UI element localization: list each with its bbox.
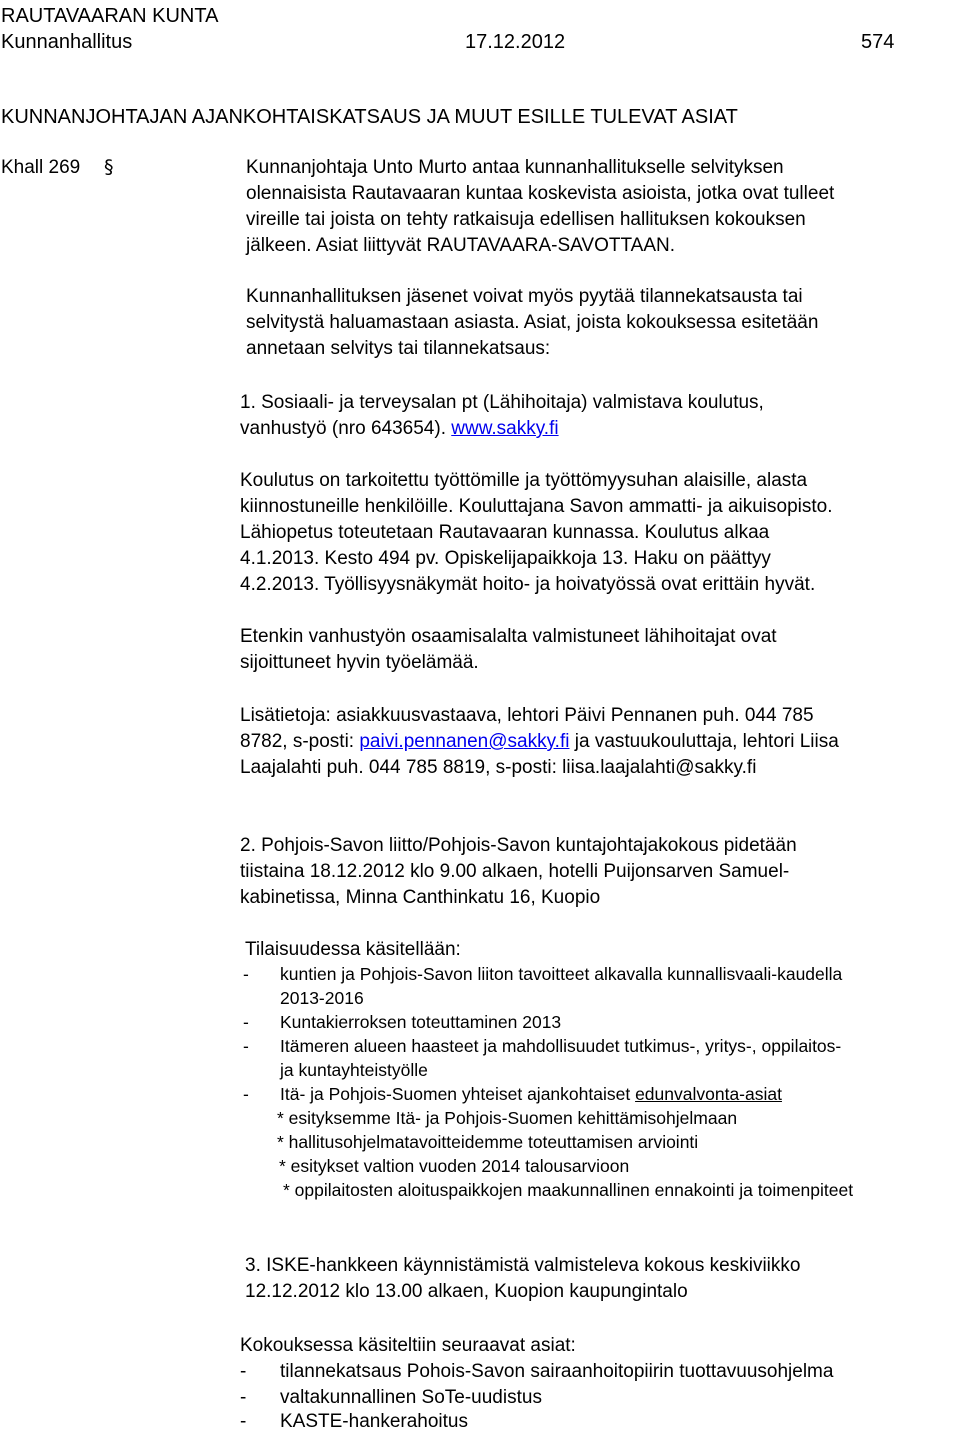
intro-line-4: jälkeen. Asiat liittyvät RAUTAVAARA-SAVOTTAAN. xyxy=(246,235,676,256)
item-2-sub-bullet-4: * oppilaitosten aloituspaikkojen maakunnallinen ennakointi ja toimenpiteet xyxy=(283,1180,854,1200)
item-2-bullet-3a: Itämeren alueen haasteet ja mahdollisuudet tutkimus-, yritys-, oppilaitos- xyxy=(280,1036,842,1056)
intro-line-1: Kunnanjohtaja Unto Murto antaa kunnanhallitukselle selvityksen xyxy=(246,157,784,178)
item-1-contact-line-2 xyxy=(240,732,839,751)
item-3-bullet-3: KASTE-hankerahoitus xyxy=(280,1411,468,1432)
item-2-line-2: tiistaina 18.12.2012 klo 9.00 alkaen, hotelli Puijonsarven Samuel- xyxy=(240,861,790,882)
bullet-dash: - xyxy=(240,1361,247,1382)
item-1-desc-line-1: Koulutus on tarkoitettu työttömille ja työttömyysuhan alaisille, alasta xyxy=(240,470,808,491)
item-2-sub-bullet-1: * esityksemme Itä- ja Pohjois-Suomen kehittämisohjelmaan xyxy=(277,1108,738,1128)
bullet-dash: - xyxy=(243,1036,249,1056)
item-2-topics-heading: Tilaisuudessa käsitellään: xyxy=(245,939,461,960)
members-line-2: selvitystä haluamastaan asiasta. Asiat, joista kokouksessa esitetään xyxy=(246,312,819,333)
bullet-dash: - xyxy=(240,1387,247,1408)
item-3-bullet-2: valtakunnallinen SoTe-uudistus xyxy=(280,1387,542,1408)
page-number: 574 xyxy=(861,31,895,53)
members-line-1: Kunnanhallituksen jäsenet voivat myös pyytää tilannekatsausta tai xyxy=(246,286,803,307)
bullet-dash: - xyxy=(243,964,249,984)
section-heading: KUNNANJOHTAJAN AJANKOHTAISKATSAUS JA MUUT ESILLE TULEVAT ASIAT xyxy=(1,106,738,128)
item-1-title-line-2 xyxy=(240,419,559,438)
email-link-pennanen[interactable]: paivi.pennanen@sakky.fi xyxy=(359,731,570,752)
bullet-dash: - xyxy=(240,1411,247,1432)
intro-line-2: olennaisista Rautavaaran kuntaa koskevista asioista, jotka ovat tulleet xyxy=(246,183,835,204)
municipality-name: RAUTAVAARAN KUNTA xyxy=(1,5,219,27)
item-2-line-1: 2. Pohjois-Savon liitto/Pohjois-Savon kuntajohtajakokous pidetään xyxy=(240,835,797,856)
item-1-note-line-2: sijoittuneet hyvin työelämää. xyxy=(240,652,479,673)
item-1-desc-line-5: 4.2.2013. Työllisyysnäkymät hoito- ja hoivatyössä ovat erittäin hyvät. xyxy=(240,574,816,595)
item-1-desc-line-3: Lähiopetus toteutetaan Rautavaaran kunnassa. Koulutus alkaa xyxy=(240,522,770,543)
item-2-line-3: kabinetissa, Minna Canthinkatu 16, Kuopio xyxy=(240,887,601,908)
item-1-contact-line-1: Lisätietoja: asiakkuusvastaava, lehtori Päivi Pennanen puh. 044 785 xyxy=(240,705,814,726)
contact-suffix: ja vastuukouluttaja, lehtori Liisa xyxy=(569,731,839,752)
item-3-topics-heading: Kokouksessa käsiteltiin seuraavat asiat: xyxy=(240,1335,576,1356)
case-number: Khall 269 xyxy=(1,157,81,178)
item-2-bullet-1b: 2013-2016 xyxy=(280,988,364,1008)
item-2-bullet-4 xyxy=(280,1086,782,1104)
item-1-note-line-1: Etenkin vanhustyön osaamisalalta valmistuneet lähihoitajat ovat xyxy=(240,626,777,647)
item-2-sub-bullet-3: * esitykset valtion vuoden 2014 talousarvioon xyxy=(279,1156,630,1176)
item-2-bullet-2: Kuntakierroksen toteuttaminen 2013 xyxy=(280,1012,562,1032)
contact-prefix: 8782, s-posti: xyxy=(240,731,360,752)
item-1-desc-line-2: kiinnostuneille henkilöille. Kouluttajana Savon ammatti- ja aikuisopisto. xyxy=(240,496,833,517)
bullet-4-text: Itä- ja Pohjois-Suomen yhteiset ajankohtaiset xyxy=(280,1084,636,1104)
item-1-desc-line-4: 4.1.2013. Kesto 494 pv. Opiskelijapaikkoja 13. Haku on päättyy xyxy=(240,548,771,569)
item-3-bullet-1: tilannekatsaus Pohois-Savon sairaanhoitopiirin tuottavuusohjelma xyxy=(280,1361,834,1382)
members-line-3: annetaan selvitys tai tilannekatsaus: xyxy=(246,338,551,359)
item-3-line-1: 3. ISKE-hankkeen käynnistämistä valmisteleva kokous keskiviikko xyxy=(245,1255,801,1276)
item-2-bullet-1a: kuntien ja Pohjois-Savon liiton tavoitteet alkavalla kunnallisvaali-kaudella xyxy=(280,964,843,984)
item-2-sub-bullet-2: * hallitusohjelmatavoitteidemme toteuttamisen arviointi xyxy=(277,1132,699,1152)
committee-name: Kunnanhallitus xyxy=(1,31,133,53)
item-3-line-2: 12.12.2012 klo 13.00 alkaen, Kuopion kaupungintalo xyxy=(245,1281,688,1302)
bullet-4-underlined: edunvalvonta-asiat xyxy=(635,1084,782,1104)
item-1-reference: vanhustyö (nro 643654). xyxy=(240,418,452,439)
bullet-dash: - xyxy=(243,1084,249,1104)
sakky-link[interactable]: www.sakky.fi xyxy=(451,418,559,439)
section-symbol: § xyxy=(104,156,114,178)
item-1-title-line-1: 1. Sosiaali- ja terveysalan pt (Lähihoitaja) valmistava koulutus, xyxy=(240,392,764,413)
meeting-date: 17.12.2012 xyxy=(465,31,566,53)
item-2-bullet-3b: ja kuntayhteistyölle xyxy=(280,1060,428,1080)
intro-line-3: vireille tai joista on tehty ratkaisuja edellisen hallituksen kokouksen xyxy=(246,209,806,230)
item-1-contact-line-3: Laajalahti puh. 044 785 8819, s-posti: liisa.laajalahti@sakky.fi xyxy=(240,757,757,778)
bullet-dash: - xyxy=(243,1012,249,1032)
